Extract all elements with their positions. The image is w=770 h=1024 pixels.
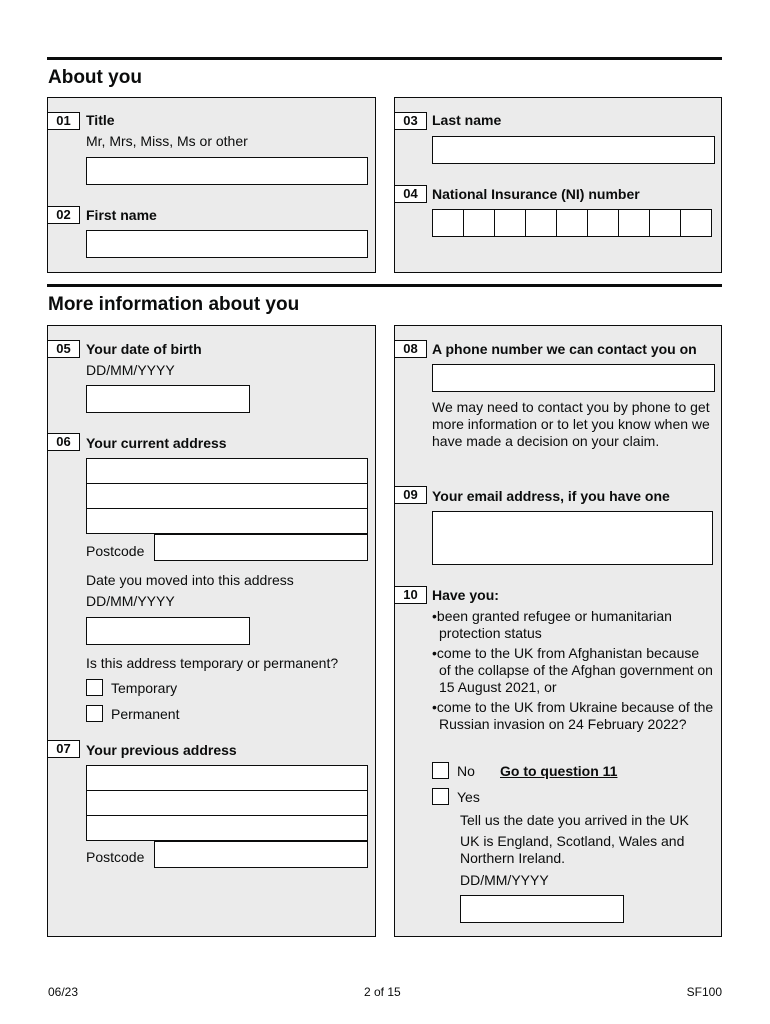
panel-more-info-right <box>394 325 722 937</box>
question-number: 10 <box>395 586 427 604</box>
ni-cell <box>557 210 588 236</box>
ni-cell <box>495 210 526 236</box>
current-postcode-input[interactable] <box>154 534 368 561</box>
section-heading-more-information: More information about you <box>48 294 300 315</box>
date-of-birth-input[interactable] <box>86 385 250 413</box>
question-number: 07 <box>48 740 80 758</box>
current-address-line-3[interactable] <box>86 508 368 534</box>
previous-address-line-2[interactable] <box>86 790 368 816</box>
question-number: 01 <box>48 112 80 130</box>
postcode-label: Postcode <box>86 543 145 559</box>
email-label: Your email address, if you have one <box>432 488 670 504</box>
have-you-label: Have you: <box>432 587 499 603</box>
moved-in-date-hint: DD/MM/YYYY <box>86 593 175 609</box>
last-name-label: Last name <box>432 112 502 128</box>
list-item: • come to the UK from Ukraine because of the Russian invasion on 24 February 2022? <box>432 699 714 733</box>
arrival-date-hint: DD/MM/YYYY <box>460 872 549 888</box>
previous-address-line-1[interactable] <box>86 765 368 791</box>
panel-about-you-right <box>394 97 722 273</box>
no-label: No <box>457 763 475 779</box>
title-hint: Mr, Mrs, Miss, Ms or other <box>86 133 248 149</box>
have-you-list <box>432 608 714 736</box>
temporary-checkbox[interactable] <box>86 679 103 696</box>
ni-number-input[interactable] <box>432 209 712 237</box>
footer-date: 06/23 <box>48 985 79 999</box>
phone-number-input[interactable] <box>432 364 715 392</box>
title-input[interactable] <box>86 157 368 185</box>
ni-cell <box>650 210 681 236</box>
panel-more-info-left <box>47 325 376 937</box>
moved-in-date-label: Date you moved into this address <box>86 572 294 588</box>
current-address-label: Your current address <box>86 435 227 451</box>
section-rule <box>47 284 722 287</box>
yes-checkbox[interactable] <box>432 788 449 805</box>
list-item: • been granted refugee or humanitarian protection status <box>432 608 714 642</box>
section-heading-about-you: About you <box>48 67 142 88</box>
yes-label: Yes <box>457 789 480 805</box>
ni-cell <box>526 210 557 236</box>
no-checkbox[interactable] <box>432 762 449 779</box>
current-address-line-2[interactable] <box>86 483 368 509</box>
question-number: 08 <box>395 340 427 358</box>
question-number: 05 <box>48 340 80 358</box>
first-name-input[interactable] <box>86 230 368 258</box>
date-of-birth-hint: DD/MM/YYYY <box>86 362 175 378</box>
question-number: 04 <box>395 185 427 203</box>
panel-about-you-left <box>47 97 376 273</box>
moved-in-date-input[interactable] <box>86 617 250 645</box>
previous-address-line-3[interactable] <box>86 815 368 841</box>
temporary-label: Temporary <box>111 680 178 696</box>
section-rule <box>47 57 722 60</box>
phone-number-label: A phone number we can contact you on <box>432 341 697 357</box>
question-number: 02 <box>48 206 80 224</box>
footer-page-number: 2 of 15 <box>364 985 401 999</box>
go-to-question-11-link[interactable]: Go to question 11 <box>500 763 618 779</box>
permanent-checkbox[interactable] <box>86 705 103 722</box>
previous-address-label: Your previous address <box>86 742 237 758</box>
title-label: Title <box>86 112 115 128</box>
date-of-birth-label: Your date of birth <box>86 341 202 357</box>
arrival-date-input[interactable] <box>460 895 624 923</box>
ni-number-label: National Insurance (NI) number <box>432 186 640 202</box>
current-address-line-1[interactable] <box>86 458 368 484</box>
ni-cell <box>464 210 495 236</box>
arrival-date-label: Tell us the date you arrived in the UK <box>460 812 689 828</box>
last-name-input[interactable] <box>432 136 715 164</box>
ni-cell <box>588 210 619 236</box>
ni-cell <box>433 210 464 236</box>
temporary-permanent-question: Is this address temporary or permanent? <box>86 655 339 671</box>
uk-definition-hint: UK is England, Scotland, Wales and Northern Ireland. <box>460 833 685 866</box>
question-number: 03 <box>395 112 427 130</box>
phone-number-hint: We may need to contact you by phone to get more information or to let you know when we have made a decision on your claim. <box>432 399 710 449</box>
list-item: • come to the UK from Afghanistan because of the collapse of the Afghan government on 15 August 2021, or <box>432 645 714 696</box>
first-name-label: First name <box>86 207 157 223</box>
previous-postcode-input[interactable] <box>154 841 368 868</box>
postcode-label: Postcode <box>86 849 145 865</box>
question-number: 06 <box>48 433 80 451</box>
email-input[interactable] <box>432 511 713 565</box>
footer-form-code: SF100 <box>686 985 722 999</box>
question-number: 09 <box>395 486 427 504</box>
ni-cell <box>619 210 650 236</box>
permanent-label: Permanent <box>111 706 180 722</box>
